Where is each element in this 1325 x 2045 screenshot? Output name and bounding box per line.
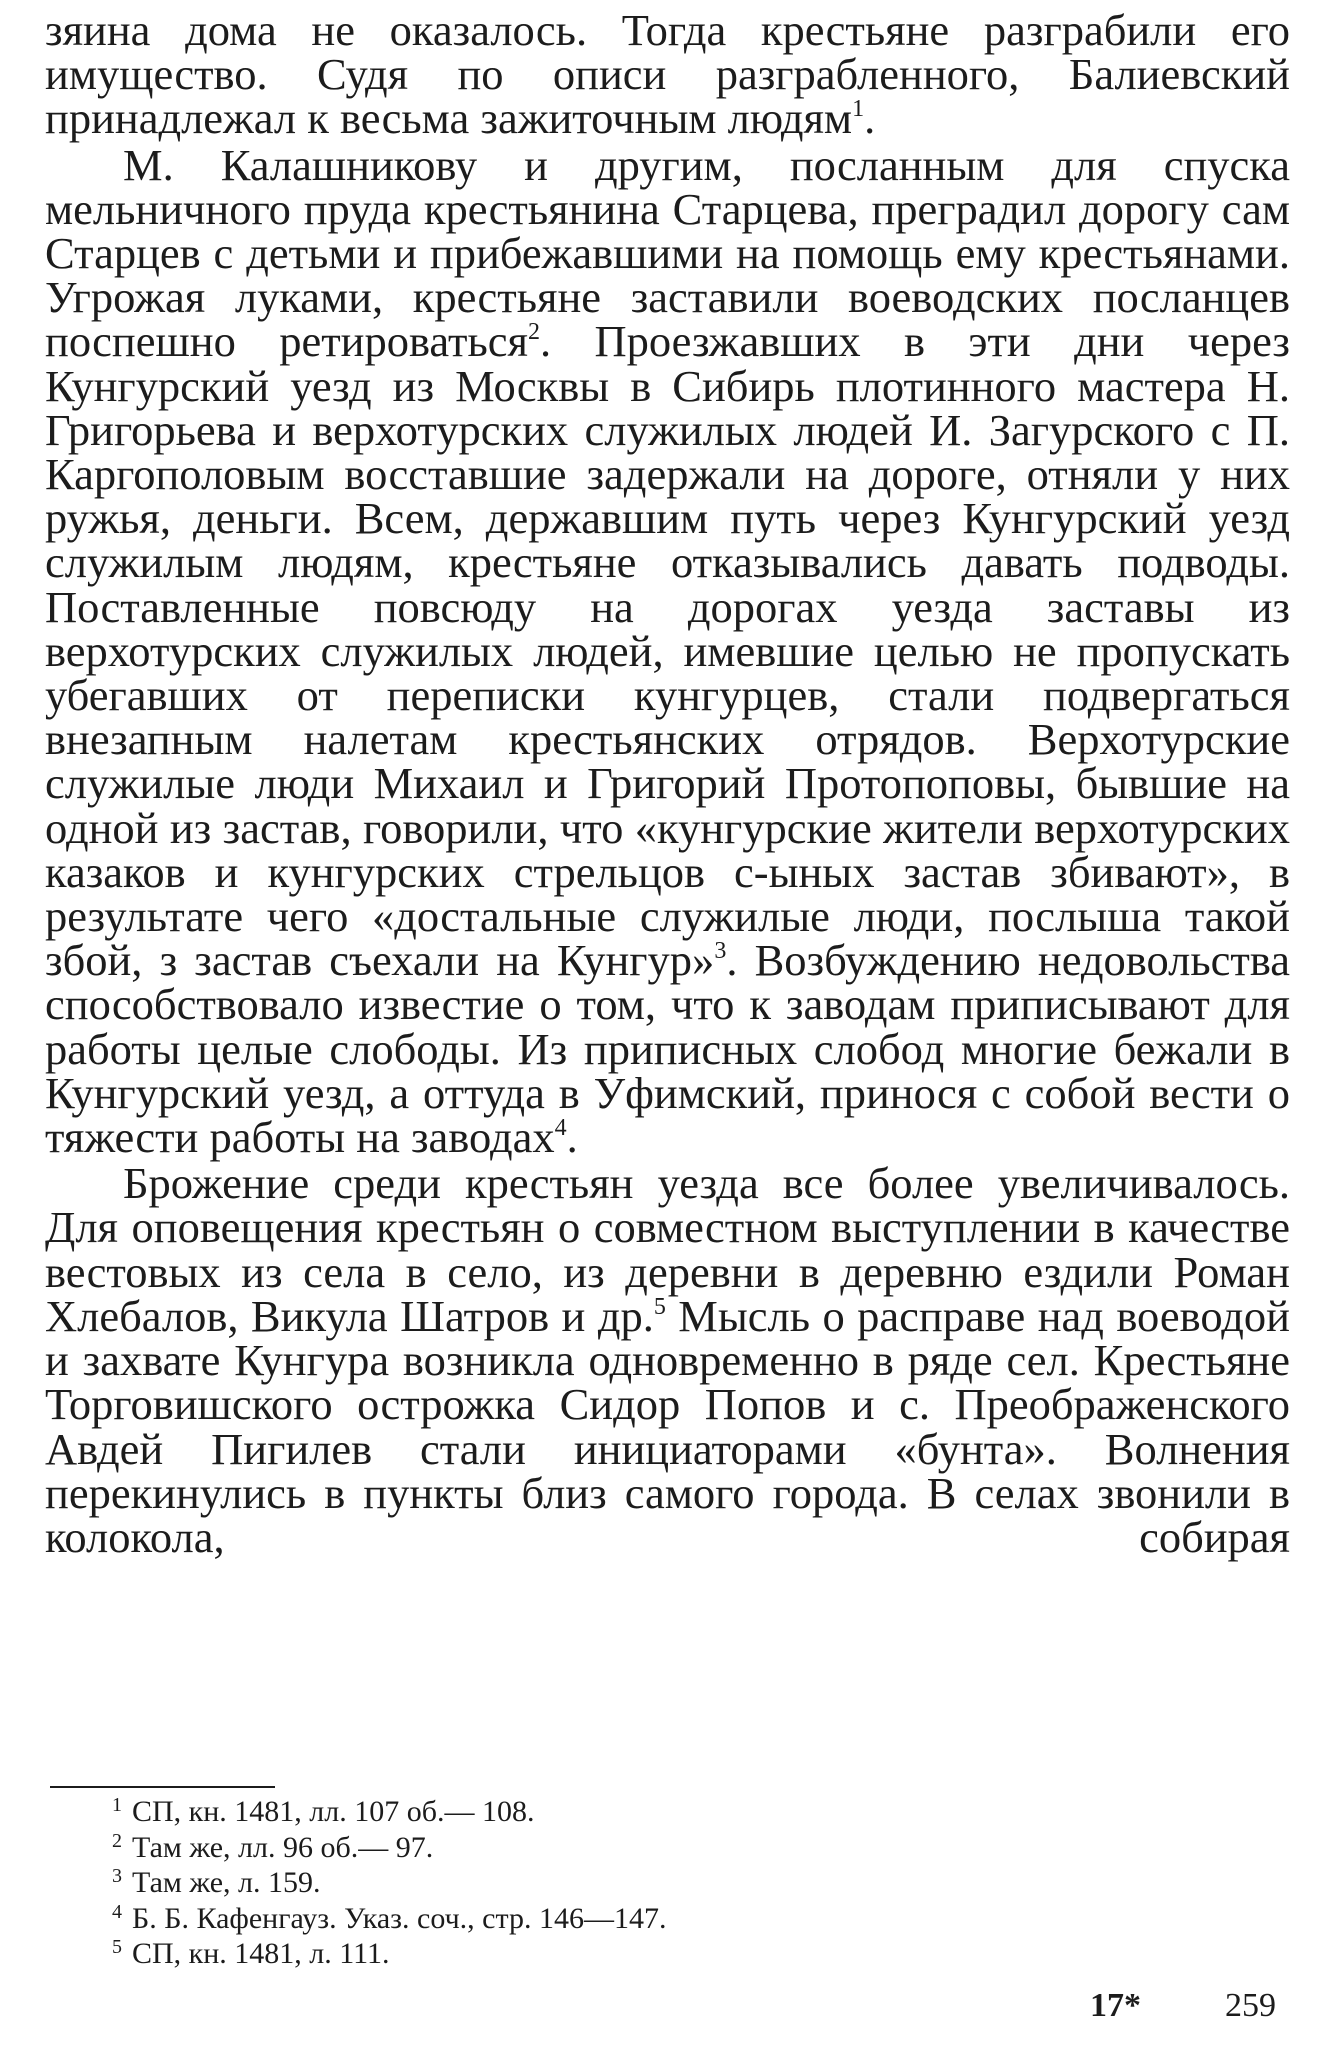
footnote-number: 5 xyxy=(112,1936,122,1958)
footnote-text: Там же, л. 159. xyxy=(132,1866,321,1899)
printer-signature: 17* xyxy=(1090,1987,1141,2024)
footnote-divider xyxy=(50,1786,275,1788)
text-run: Мысль о расправе над воеводой и захвате Кунгура возникла одновременно в ряде сел. Крестьяне Торговишского острожка Сидор Попов и с. Преображенского Авдей Пигилев стали инициаторами «бунта». Волнения перекинулись в пункты близ самого города. В селах звонили в колокола, собирая xyxy=(45,1290,1290,1562)
footnote-text: Там же, лл. 96 об.— 97. xyxy=(132,1830,434,1864)
footnote-text: СП, кн. 1481, лл. 107 об.— 108. xyxy=(132,1795,535,1828)
text-run: . xyxy=(566,1112,578,1163)
paragraph xyxy=(45,5,1290,144)
footnote-ref: 4 xyxy=(554,1115,567,1142)
text-run: . Возбуждению недовольства способствовало известие о том, что к заводам приписывают для работы целые слободы. Из приписных слобод многие бежали в Кунгурский уезд, а оттуда в Уфимский, принося с собой вести о тяжести работы на заводах xyxy=(45,935,1290,1163)
footnote-number: 4 xyxy=(112,1900,122,1923)
footnote xyxy=(112,1900,1112,1939)
paragraph xyxy=(45,139,1291,1163)
footnote-ref: 5 xyxy=(653,1293,666,1320)
footnote xyxy=(112,1829,1112,1868)
footnote-number: 2 xyxy=(112,1829,122,1852)
text-run: Брожение среди крестьян уезда все более увеличивалось. Для оповещения крестьян о совместном выступлении в качестве вестовых из села в село, из деревни в деревню ездили Роман Хлебалов, Викула Шатров и др. xyxy=(45,1158,1290,1341)
footnote-text: СП, кн. 1481, л. 111. xyxy=(132,1937,390,1970)
footnote xyxy=(112,1867,1112,1903)
text-run: . xyxy=(864,93,876,144)
footnote-ref: 1 xyxy=(852,96,865,123)
footnote-text: Б. Б. Кафенгауз. Указ. соч., стр. 146—147. xyxy=(132,1901,667,1935)
text-run: М. Калашникову и другим, посланным для спуска мельничного пруда крестьянина Старцева, преградил дорогу сам Старцев с детьми и прибежавшими на помощь ему крестьянами. Угрожая луками, крестьяне заставили воеводских посланцев поспешно ретироваться xyxy=(45,139,1290,367)
paragraph xyxy=(45,1158,1290,1562)
footnote xyxy=(112,1938,1112,1974)
footnote xyxy=(112,1796,1112,1832)
footnotes xyxy=(112,1796,1112,1974)
footnote-number: 3 xyxy=(112,1865,122,1887)
page-number: 259 xyxy=(1225,1987,1276,2024)
text-run: . Проезжавших в эти дни через Кунгурский уезд из Москвы в Сибирь плотинного мастера Н. Григорьева и верхотурских служилых людей И. Загурского с П. Каргополовым восставшие задержали на дороге, отняли у них ружья, деньги. Всем, державшим путь через Кунгурский уезд служилым людям, крестьяне отказывались давать подводы. Поставленные повсюду на дорогах уезда заставы из верхотурских служилых людей, имевшие целью не пропускать убегавших от переписки кунгурцев, стали подвергаться внезапным налетам крестьянских отрядов. Верхотурские служилые люди Михаил и Григорий Протопоповы, бывшие на одной из застав, говорили, что «кунгурские жители верхотурских казаков и кунгурских стрельцов с-ыных застав збивают», в результате чего «достальные служилые люди, послыша такой збой, з застав съехали на Кунгур» xyxy=(45,316,1291,986)
footnote-number: 1 xyxy=(112,1794,122,1816)
text-run: зяина дома не оказалось. Тогда крестьяне разграбили его имущество. Судя по описи разграбленного, Балиевский принадлежал к весьма зажиточным людям xyxy=(45,5,1290,144)
footnote-ref: 3 xyxy=(714,938,727,965)
footnote-ref: 2 xyxy=(527,319,540,346)
main-text xyxy=(45,5,1291,1562)
